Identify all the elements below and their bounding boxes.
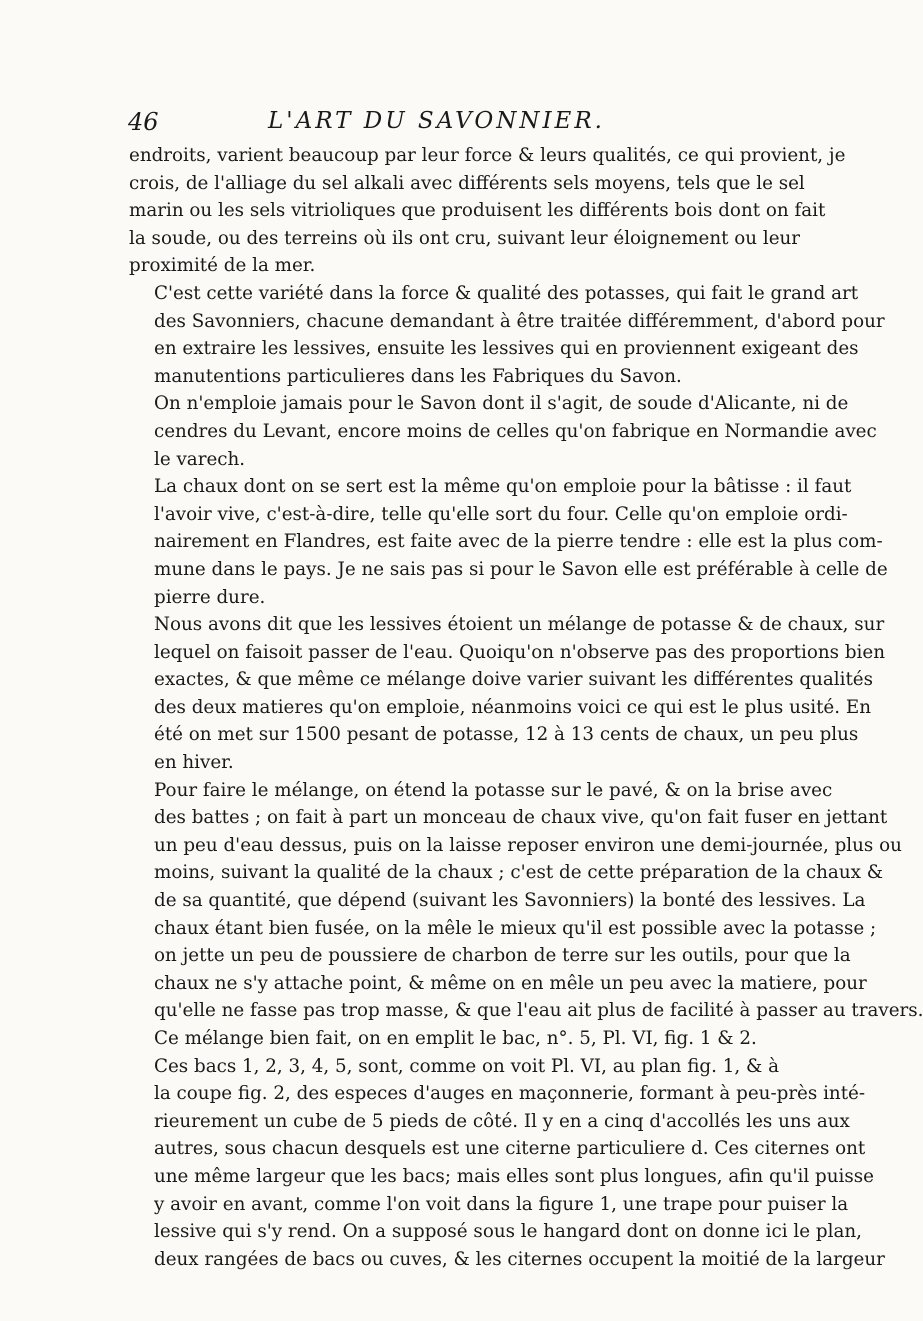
text-line: C'est cette variété dans la force & qualité des potasses, qui fait le grand art [154, 282, 859, 304]
text-line: la coupe fig. 2, des especes d'auges en maçonnerie, formant à peu-près inté- [154, 1083, 866, 1105]
paragraph [129, 142, 846, 280]
text-line: crois, de l'alliage du sel alkali avec différents sels moyens, tels que le sel [129, 172, 805, 194]
text-line: l'avoir vive, c'est-à-dire, telle qu'elle sort du four. Celle qu'on emploie ordi- [154, 503, 848, 525]
text-line: des Savonniers, chacune demandant à être traitée différemment, d'abord pour [154, 310, 885, 332]
text-line: endroits, varient beaucoup par leur force & leurs qualités, ce qui provient, je [129, 145, 846, 166]
text-line: lequel on faisoit passer de l'eau. Quoiqu'on n'observe pas des proportions bien [154, 641, 885, 663]
text-line: été on met sur 1500 pesant de potasse, 12 à 13 cents de chaux, un peu plus [154, 724, 859, 746]
text-line: on jette un peu de poussiere de charbon de terre sur les outils, pour que la [154, 945, 851, 967]
page-header [128, 104, 720, 138]
text-line: moins, suivant la qualité de la chaux ; c'est de cette préparation de la chaux & [154, 862, 883, 884]
paragraph [129, 473, 888, 611]
text-line: marin ou les sels vitrioliques que produisent les différents bois dont on fait [129, 200, 826, 222]
text-line: On n'emploie jamais pour le Savon dont il s'agit, de soude d'Alicante, ni de [154, 393, 849, 415]
text-line: des battes ; on fait à part un monceau de chaux vive, qu'on fait fuser en jettant [154, 807, 888, 829]
text-line: exactes, & que même ce mélange doive varier suivant les différentes qualités [154, 669, 873, 691]
running-title: L'ART DU SAVONNIER. [268, 108, 605, 134]
text-line: des deux matieres qu'on emploie, néanmoins voici ce qui est le plus usité. En [154, 696, 871, 718]
text-line: Pour faire le mélange, on étend la potasse sur le pavé, & on la brise avec [154, 779, 833, 801]
text-line: mune dans le pays. Je ne sais pas si pour le Savon elle est préférable à celle de [154, 558, 888, 580]
text-line: y avoir en avant, comme l'on voit dans la figure 1, une trape pour puiser la [154, 1193, 849, 1215]
body-text [129, 142, 923, 1273]
paragraph [129, 1053, 885, 1274]
page-number: 46 [128, 108, 159, 136]
text-line: la soude, ou des terreins où ils ont cru, suivant leur éloignement ou leur [129, 227, 801, 249]
text-line: proximité de la mer. [129, 255, 316, 277]
text-line: deux rangées de bacs ou cuves, & les citernes occupent la moitié de la largeur [154, 1248, 885, 1270]
paragraph [129, 280, 885, 390]
text-line: lessive qui s'y rend. On a supposé sous le hangard dont on donne ici le plan, [154, 1221, 862, 1243]
paragraph [129, 390, 877, 473]
text-line: chaux ne s'y attache point, & même on en mêle un peu avec la matiere, pour [154, 972, 867, 994]
text-line: La chaux dont on se sert est la même qu'on emploie pour la bâtisse : il faut [154, 476, 852, 498]
text-line: Ces bacs 1, 2, 3, 4, 5, sont, comme on voit Pl. VI, au plan fig. 1, & à [154, 1055, 779, 1077]
text-line: rieurement un cube de 5 pieds de côté. Il y en a cinq d'accollés les uns aux [154, 1110, 850, 1132]
text-line: nairement en Flandres, est faite avec de la pierre tendre : elle est la plus com- [154, 531, 883, 553]
text-line: un peu d'eau dessus, puis on la laisse reposer environ une demi-journée, plus ou [154, 834, 902, 856]
text-line: Ce mélange bien fait, on en emplit le bac, n°. 5, Pl. VI, fig. 1 & 2. [154, 1028, 757, 1049]
text-line: pierre dure. [154, 586, 266, 608]
text-line: en extraire les lessives, ensuite les lessives qui en proviennent exigeant des [154, 338, 859, 360]
text-line: Nous avons dit que les lessives étoient un mélange de potasse & de chaux, sur [154, 614, 885, 636]
text-line: chaux étant bien fusée, on la mêle le mieux qu'il est possible avec la potasse ; [154, 917, 877, 939]
text-line: manutentions particulieres dans les Fabriques du Savon. [154, 365, 682, 387]
text-line: une même largeur que les bacs; mais elles sont plus longues, afin qu'il puisse [154, 1165, 874, 1187]
text-line: de sa quantité, que dépend (suivant les Savonniers) la bonté des lessives. La [154, 890, 866, 912]
text-line: qu'elle ne fasse pas trop masse, & que l'eau ait plus de facilité à passer au travers. [154, 1000, 923, 1022]
paragraph [129, 777, 923, 1053]
text-line: autres, sous chacun desquels est une citerne particuliere d. Ces citernes ont [154, 1138, 866, 1160]
text-line: cendres du Levant, encore moins de celles qu'on fabrique en Normandie avec [154, 420, 877, 442]
text-line: en hiver. [154, 752, 234, 774]
text-line: le varech. [154, 448, 246, 470]
paragraph [129, 611, 885, 777]
